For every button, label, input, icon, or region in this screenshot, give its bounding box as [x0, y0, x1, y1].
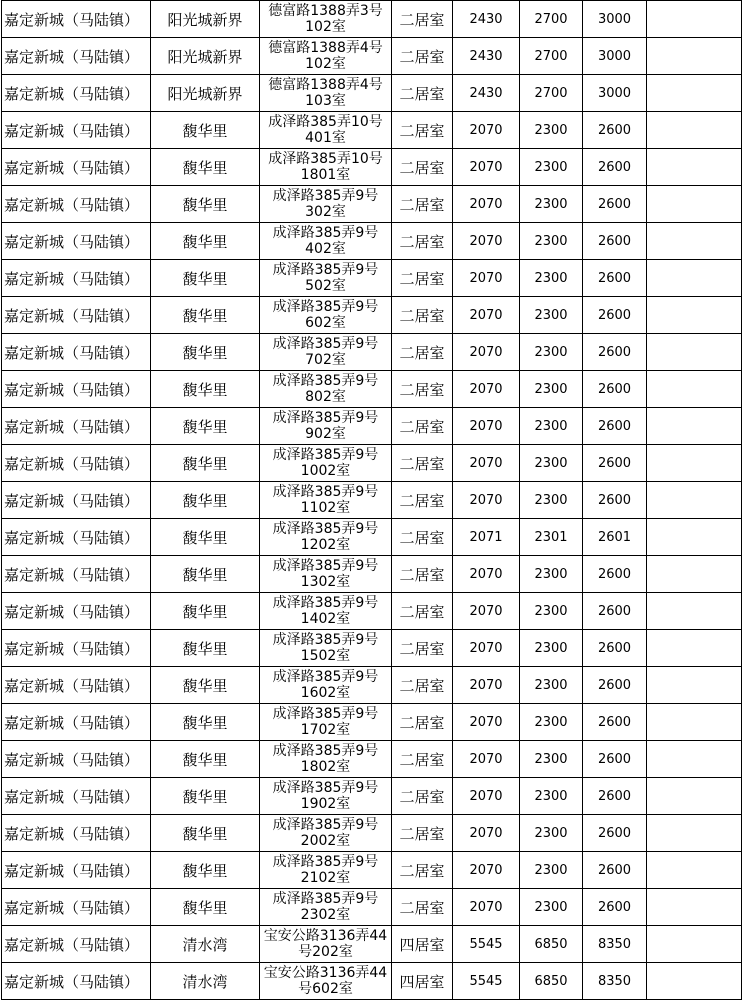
blank-cell	[647, 223, 742, 260]
blank-cell	[647, 149, 742, 186]
community-cell: 馥华里	[151, 704, 260, 741]
price-cell-2: 2300	[520, 630, 583, 667]
price-cell-1: 2070	[453, 445, 520, 482]
address-cell: 成泽路385弄9号702室	[260, 334, 392, 371]
address-cell: 成泽路385弄9号2102室	[260, 852, 392, 889]
price-cell-3: 8350	[583, 926, 647, 963]
price-cell-2: 2300	[520, 445, 583, 482]
community-cell: 清水湾	[151, 926, 260, 963]
table-row	[2, 593, 742, 630]
address-cell: 宝安公路3136弄44号202室	[260, 926, 392, 963]
price-cell-3: 2600	[583, 408, 647, 445]
price-cell-1: 2070	[453, 852, 520, 889]
price-cell-1: 2070	[453, 260, 520, 297]
rooms-cell: 二居室	[392, 408, 453, 445]
rooms-cell: 二居室	[392, 852, 453, 889]
price-cell-3: 2600	[583, 704, 647, 741]
blank-cell	[647, 630, 742, 667]
blank-cell	[647, 260, 742, 297]
table-row	[2, 38, 742, 75]
table-body	[2, 1, 742, 1000]
blank-cell	[647, 963, 742, 1000]
rooms-cell: 二居室	[392, 667, 453, 704]
price-cell-1: 2070	[453, 408, 520, 445]
community-cell: 阳光城新界	[151, 38, 260, 75]
price-cell-2: 2300	[520, 260, 583, 297]
community-cell: 馥华里	[151, 297, 260, 334]
table-row	[2, 445, 742, 482]
blank-cell	[647, 815, 742, 852]
table-row	[2, 482, 742, 519]
district-cell: 嘉定新城（马陆镇）	[2, 778, 151, 815]
price-cell-2: 2300	[520, 371, 583, 408]
district-cell: 嘉定新城（马陆镇）	[2, 38, 151, 75]
community-cell: 清水湾	[151, 963, 260, 1000]
price-cell-3: 2600	[583, 889, 647, 926]
address-cell: 成泽路385弄9号502室	[260, 260, 392, 297]
community-cell: 馥华里	[151, 445, 260, 482]
address-cell: 德富路1388弄3号102室	[260, 1, 392, 38]
blank-cell	[647, 297, 742, 334]
price-cell-1: 2070	[453, 223, 520, 260]
district-cell: 嘉定新城（马陆镇）	[2, 371, 151, 408]
price-cell-1: 2070	[453, 704, 520, 741]
price-cell-1: 2070	[453, 667, 520, 704]
price-cell-2: 2300	[520, 704, 583, 741]
price-cell-3: 2600	[583, 260, 647, 297]
address-cell: 成泽路385弄9号1102室	[260, 482, 392, 519]
address-cell: 成泽路385弄9号302室	[260, 186, 392, 223]
price-cell-3: 3000	[583, 38, 647, 75]
community-cell: 馥华里	[151, 260, 260, 297]
blank-cell	[647, 334, 742, 371]
blank-cell	[647, 741, 742, 778]
community-cell: 馥华里	[151, 408, 260, 445]
rooms-cell: 二居室	[392, 519, 453, 556]
blank-cell	[647, 778, 742, 815]
district-cell: 嘉定新城（马陆镇）	[2, 482, 151, 519]
table-row	[2, 963, 742, 1000]
price-cell-1: 2070	[453, 371, 520, 408]
district-cell: 嘉定新城（马陆镇）	[2, 408, 151, 445]
blank-cell	[647, 926, 742, 963]
address-cell: 成泽路385弄9号1002室	[260, 445, 392, 482]
community-cell: 馥华里	[151, 852, 260, 889]
price-cell-1: 2070	[453, 593, 520, 630]
district-cell: 嘉定新城（马陆镇）	[2, 704, 151, 741]
price-cell-2: 2300	[520, 297, 583, 334]
district-cell: 嘉定新城（马陆镇）	[2, 334, 151, 371]
rooms-cell: 二居室	[392, 815, 453, 852]
community-cell: 馥华里	[151, 223, 260, 260]
community-cell: 馥华里	[151, 667, 260, 704]
price-cell-3: 2600	[583, 741, 647, 778]
district-cell: 嘉定新城（马陆镇）	[2, 926, 151, 963]
rooms-cell: 二居室	[392, 260, 453, 297]
address-cell: 成泽路385弄9号802室	[260, 371, 392, 408]
price-cell-2: 2300	[520, 223, 583, 260]
blank-cell	[647, 112, 742, 149]
table-row	[2, 815, 742, 852]
address-cell: 成泽路385弄10号401室	[260, 112, 392, 149]
community-cell: 馥华里	[151, 741, 260, 778]
blank-cell	[647, 667, 742, 704]
price-cell-1: 2070	[453, 186, 520, 223]
community-cell: 馥华里	[151, 778, 260, 815]
price-cell-3: 2600	[583, 149, 647, 186]
district-cell: 嘉定新城（马陆镇）	[2, 445, 151, 482]
price-cell-3: 2600	[583, 852, 647, 889]
price-cell-2: 2700	[520, 75, 583, 112]
address-cell: 宝安公路3136弄44号602室	[260, 963, 392, 1000]
address-cell: 成泽路385弄9号1402室	[260, 593, 392, 630]
blank-cell	[647, 371, 742, 408]
rooms-cell: 四居室	[392, 963, 453, 1000]
district-cell: 嘉定新城（马陆镇）	[2, 889, 151, 926]
table-row	[2, 75, 742, 112]
price-cell-3: 2601	[583, 519, 647, 556]
address-cell: 成泽路385弄9号2002室	[260, 815, 392, 852]
price-cell-1: 2070	[453, 556, 520, 593]
address-cell: 成泽路385弄9号1502室	[260, 630, 392, 667]
rooms-cell: 二居室	[392, 75, 453, 112]
price-cell-3: 2600	[583, 667, 647, 704]
district-cell: 嘉定新城（马陆镇）	[2, 741, 151, 778]
community-cell: 馥华里	[151, 112, 260, 149]
blank-cell	[647, 75, 742, 112]
price-cell-2: 2300	[520, 149, 583, 186]
price-cell-2: 2300	[520, 112, 583, 149]
district-cell: 嘉定新城（马陆镇）	[2, 630, 151, 667]
table-row	[2, 1, 742, 38]
address-cell: 成泽路385弄9号2302室	[260, 889, 392, 926]
address-cell: 成泽路385弄10号1801室	[260, 149, 392, 186]
address-cell: 成泽路385弄9号1302室	[260, 556, 392, 593]
rooms-cell: 二居室	[392, 334, 453, 371]
district-cell: 嘉定新城（马陆镇）	[2, 75, 151, 112]
community-cell: 馥华里	[151, 186, 260, 223]
price-cell-1: 2430	[453, 1, 520, 38]
address-cell: 成泽路385弄9号1802室	[260, 741, 392, 778]
table-row	[2, 778, 742, 815]
address-cell: 成泽路385弄9号602室	[260, 297, 392, 334]
price-cell-2: 2300	[520, 186, 583, 223]
district-cell: 嘉定新城（马陆镇）	[2, 297, 151, 334]
table-row	[2, 889, 742, 926]
table-row	[2, 519, 742, 556]
community-cell: 馥华里	[151, 556, 260, 593]
rooms-cell: 二居室	[392, 112, 453, 149]
price-cell-3: 8350	[583, 963, 647, 1000]
rooms-cell: 二居室	[392, 371, 453, 408]
price-cell-3: 2600	[583, 556, 647, 593]
community-cell: 馥华里	[151, 371, 260, 408]
address-cell: 德富路1388弄4号102室	[260, 38, 392, 75]
blank-cell	[647, 445, 742, 482]
blank-cell	[647, 38, 742, 75]
community-cell: 馥华里	[151, 815, 260, 852]
table-row	[2, 371, 742, 408]
price-cell-1: 2070	[453, 297, 520, 334]
price-cell-2: 2300	[520, 408, 583, 445]
district-cell: 嘉定新城（马陆镇）	[2, 260, 151, 297]
rooms-cell: 二居室	[392, 445, 453, 482]
address-cell: 成泽路385弄9号1902室	[260, 778, 392, 815]
blank-cell	[647, 593, 742, 630]
price-cell-2: 2300	[520, 741, 583, 778]
price-cell-1: 2070	[453, 149, 520, 186]
price-cell-3: 2600	[583, 445, 647, 482]
housing-table	[1, 0, 742, 1000]
price-cell-2: 2301	[520, 519, 583, 556]
price-cell-3: 2600	[583, 223, 647, 260]
community-cell: 馥华里	[151, 519, 260, 556]
price-cell-1: 5545	[453, 963, 520, 1000]
table-row	[2, 704, 742, 741]
table-row	[2, 556, 742, 593]
district-cell: 嘉定新城（马陆镇）	[2, 815, 151, 852]
community-cell: 阳光城新界	[151, 75, 260, 112]
rooms-cell: 二居室	[392, 630, 453, 667]
address-cell: 成泽路385弄9号902室	[260, 408, 392, 445]
table-row	[2, 667, 742, 704]
blank-cell	[647, 1, 742, 38]
price-cell-3: 2600	[583, 630, 647, 667]
table-row	[2, 852, 742, 889]
district-cell: 嘉定新城（马陆镇）	[2, 852, 151, 889]
community-cell: 馥华里	[151, 482, 260, 519]
table-row	[2, 260, 742, 297]
price-cell-3: 3000	[583, 75, 647, 112]
table-row	[2, 149, 742, 186]
district-cell: 嘉定新城（马陆镇）	[2, 556, 151, 593]
table-row	[2, 741, 742, 778]
district-cell: 嘉定新城（马陆镇）	[2, 1, 151, 38]
rooms-cell: 二居室	[392, 297, 453, 334]
district-cell: 嘉定新城（马陆镇）	[2, 519, 151, 556]
price-cell-1: 2430	[453, 38, 520, 75]
price-cell-3: 2600	[583, 815, 647, 852]
price-cell-2: 2300	[520, 667, 583, 704]
table-row	[2, 926, 742, 963]
blank-cell	[647, 519, 742, 556]
rooms-cell: 二居室	[392, 482, 453, 519]
district-cell: 嘉定新城（马陆镇）	[2, 667, 151, 704]
blank-cell	[647, 556, 742, 593]
blank-cell	[647, 186, 742, 223]
rooms-cell: 二居室	[392, 223, 453, 260]
community-cell: 阳光城新界	[151, 1, 260, 38]
price-cell-1: 2430	[453, 75, 520, 112]
rooms-cell: 二居室	[392, 593, 453, 630]
address-cell: 成泽路385弄9号402室	[260, 223, 392, 260]
price-cell-3: 2600	[583, 186, 647, 223]
price-cell-3: 2600	[583, 334, 647, 371]
district-cell: 嘉定新城（马陆镇）	[2, 223, 151, 260]
price-cell-2: 2300	[520, 334, 583, 371]
price-cell-2: 2300	[520, 482, 583, 519]
price-cell-2: 6850	[520, 963, 583, 1000]
table-row	[2, 408, 742, 445]
community-cell: 馥华里	[151, 593, 260, 630]
blank-cell	[647, 852, 742, 889]
price-cell-2: 6850	[520, 926, 583, 963]
table-row	[2, 334, 742, 371]
table-row	[2, 186, 742, 223]
table-row	[2, 297, 742, 334]
price-cell-3: 2600	[583, 112, 647, 149]
district-cell: 嘉定新城（马陆镇）	[2, 112, 151, 149]
district-cell: 嘉定新城（马陆镇）	[2, 593, 151, 630]
price-cell-1: 5545	[453, 926, 520, 963]
address-cell: 成泽路385弄9号1602室	[260, 667, 392, 704]
price-cell-2: 2300	[520, 778, 583, 815]
price-cell-3: 2600	[583, 482, 647, 519]
community-cell: 馥华里	[151, 149, 260, 186]
price-cell-1: 2071	[453, 519, 520, 556]
price-cell-1: 2070	[453, 112, 520, 149]
blank-cell	[647, 482, 742, 519]
community-cell: 馥华里	[151, 334, 260, 371]
district-cell: 嘉定新城（马陆镇）	[2, 186, 151, 223]
table-row	[2, 112, 742, 149]
price-cell-3: 2600	[583, 778, 647, 815]
rooms-cell: 二居室	[392, 1, 453, 38]
price-cell-3: 3000	[583, 1, 647, 38]
rooms-cell: 二居室	[392, 741, 453, 778]
rooms-cell: 二居室	[392, 38, 453, 75]
price-cell-1: 2070	[453, 334, 520, 371]
blank-cell	[647, 704, 742, 741]
price-cell-2: 2300	[520, 593, 583, 630]
rooms-cell: 二居室	[392, 149, 453, 186]
price-cell-2: 2700	[520, 38, 583, 75]
price-cell-2: 2300	[520, 852, 583, 889]
table-row	[2, 630, 742, 667]
price-cell-2: 2300	[520, 556, 583, 593]
address-cell: 德富路1388弄4号103室	[260, 75, 392, 112]
rooms-cell: 二居室	[392, 704, 453, 741]
price-cell-2: 2300	[520, 889, 583, 926]
price-cell-3: 2600	[583, 297, 647, 334]
blank-cell	[647, 408, 742, 445]
price-cell-1: 2070	[453, 741, 520, 778]
address-cell: 成泽路385弄9号1202室	[260, 519, 392, 556]
price-cell-1: 2070	[453, 630, 520, 667]
address-cell: 成泽路385弄9号1702室	[260, 704, 392, 741]
price-cell-1: 2070	[453, 778, 520, 815]
rooms-cell: 二居室	[392, 889, 453, 926]
district-cell: 嘉定新城（马陆镇）	[2, 963, 151, 1000]
rooms-cell: 四居室	[392, 926, 453, 963]
price-cell-1: 2070	[453, 815, 520, 852]
rooms-cell: 二居室	[392, 778, 453, 815]
rooms-cell: 二居室	[392, 556, 453, 593]
price-cell-1: 2070	[453, 889, 520, 926]
table-row	[2, 223, 742, 260]
rooms-cell: 二居室	[392, 186, 453, 223]
price-cell-2: 2300	[520, 815, 583, 852]
community-cell: 馥华里	[151, 630, 260, 667]
community-cell: 馥华里	[151, 889, 260, 926]
district-cell: 嘉定新城（马陆镇）	[2, 149, 151, 186]
price-cell-3: 2600	[583, 593, 647, 630]
price-cell-1: 2070	[453, 482, 520, 519]
price-cell-3: 2600	[583, 371, 647, 408]
blank-cell	[647, 889, 742, 926]
price-cell-2: 2700	[520, 1, 583, 38]
